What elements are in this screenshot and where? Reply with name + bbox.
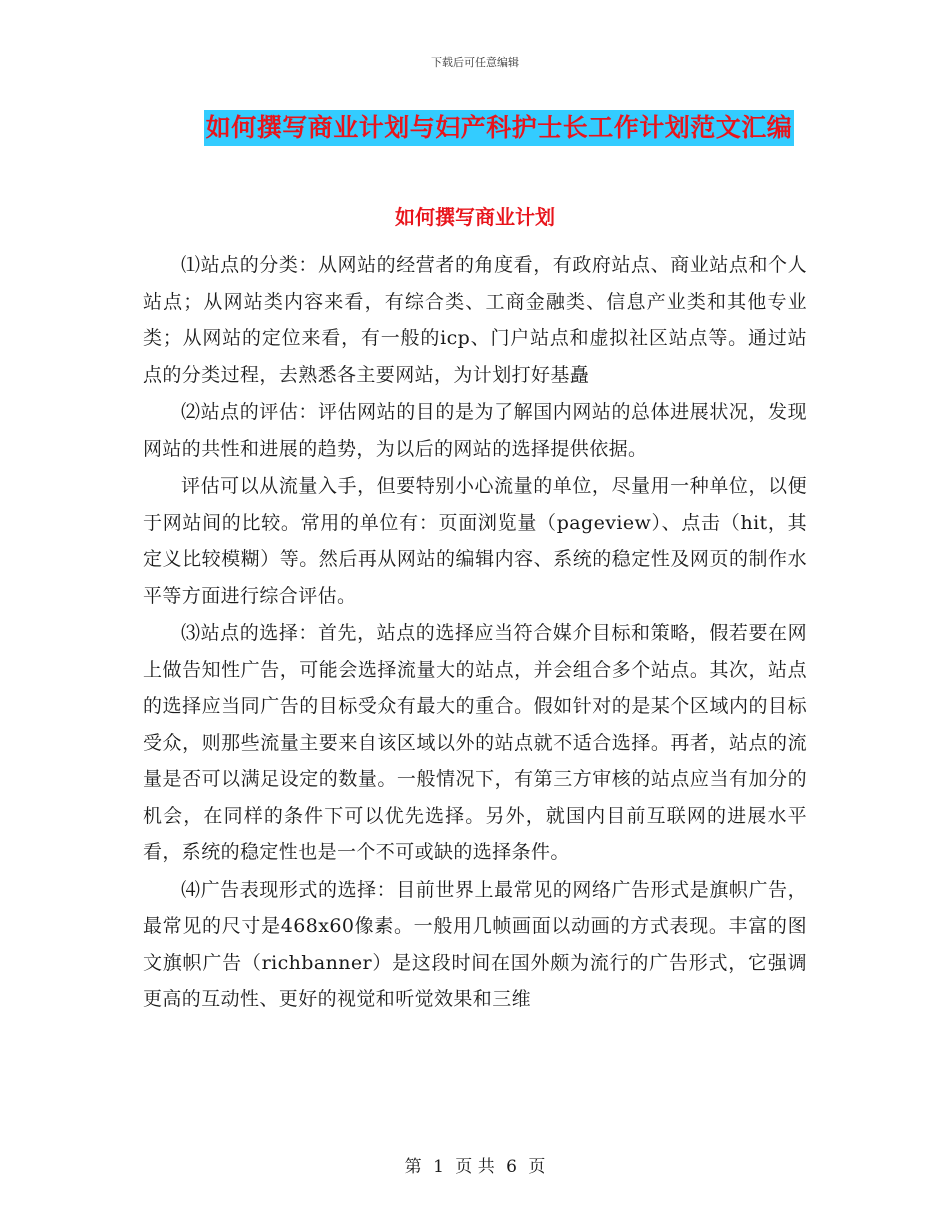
document-body [143,247,807,1019]
paragraph: ⑵站点的评估：评估网站的目的是为了解国内网站的总体进展状况，发现网站的共性和进展的趋势，为以后的网站的选择提供依据。 [143,401,807,460]
page-header: 下载后可任意编辑 [431,56,519,69]
paragraph: ⑷广告表现形式的选择：目前世界上最常见的网络广告形式是旗帜广告，最常见的尺寸是468x60像素。一般用几帧画面以动画的方式表现。丰富的图文旗帜广告（richbanner）是这段时间在国外颇为流行的广告形式，它强调更高的互动性、更好的视觉和听觉效果和三维 [143,878,807,1010]
document-title-container [0,110,950,146]
footer-total-pages: 6 [506,1157,517,1177]
footer-page-number: 1 [433,1157,444,1177]
footer-mid: 页 共 [455,1157,495,1177]
page-footer [0,1152,950,1177]
footer-suffix: 页 [528,1157,546,1177]
paragraph: ⑶站点的选择：首先，站点的选择应当符合媒介目标和策略，假若要在网上做告知性广告，可能会选择流量大的站点，并会组合多个站点。其次，站点的选择应当同广告的目标受众有最大的重合。假如针对的是某个区域内的目标受众，则那些流量主要来自该区域以外的站点就不适合选择。再者，站点的流量是否可以满足设定的数量。一般情况下，有第三方审核的站点应当有加分的机会，在同样的条件下可以优先选择。另外，就国内目前互联网的进展水平看，系统的稳定性也是一个不可或缺的选择条件。 [143,622,807,863]
footer-prefix: 第 [404,1157,422,1177]
section-title: 如何撰写商业计划 [395,205,555,229]
paragraph: ⑴站点的分类：从网站的经营者的角度看，有政府站点、商业站点和个人站点；从网站类内容来看，有综合类、工商金融类、信息产业类和其他专业类；从网站的定位来看，有一般的icp、门户站点和虚拟社区站点等。通过站点的分类过程，去熟悉各主要网站，为计划打好基矗 [143,254,807,386]
paragraph: 评估可以从流量入手，但要特别小心流量的单位，尽量用一种单位，以便于网站间的比较。常用的单位有：页面浏览量（pageview）、点击（hit，其定义比较模糊）等。然后再从网站的编辑内容、系统的稳定性及网页的制作水平等方面进行综合评估。 [143,475,807,607]
document-title: 如何撰写商业计划与妇产科护士长工作计划范文汇编 [204,110,795,146]
